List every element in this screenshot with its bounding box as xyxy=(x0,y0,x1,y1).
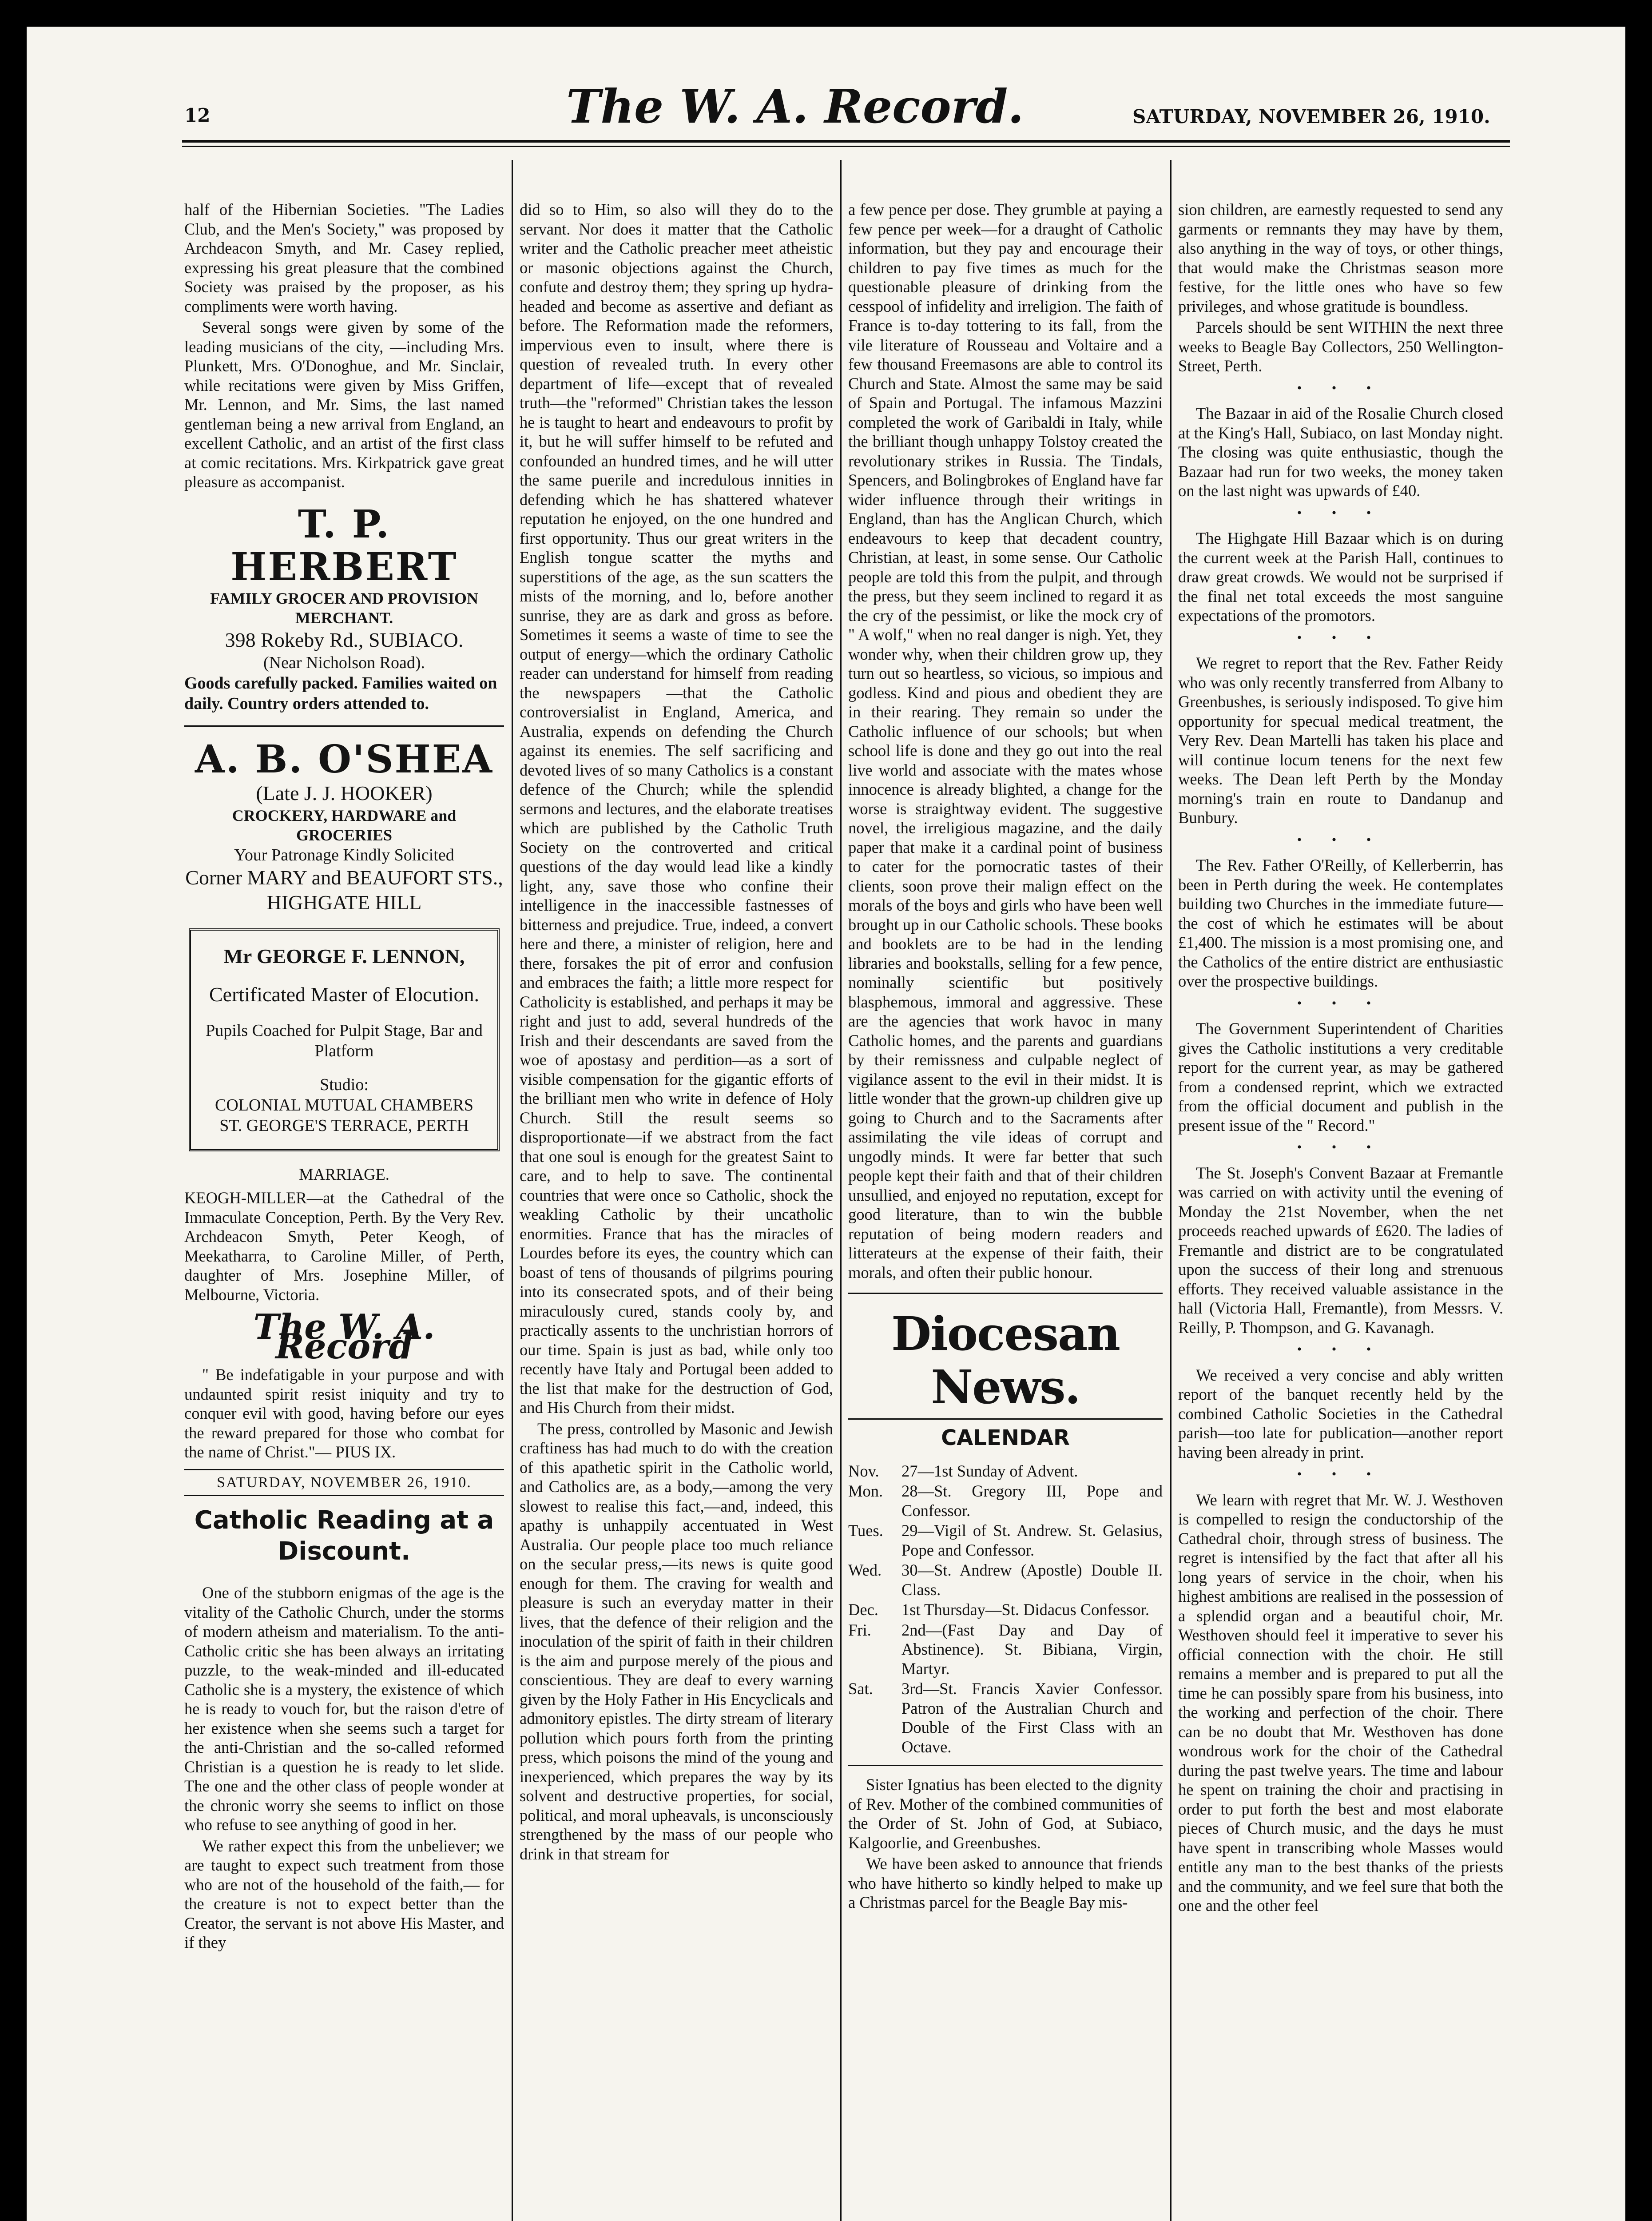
calendar-entry xyxy=(848,1560,1163,1599)
header-rule-thin xyxy=(182,146,1510,147)
calendar-entry xyxy=(848,1620,1163,1679)
article-text: Several songs were given by some of the leading musicians of the city, —including Mrs. Plunkett, Mrs. O'Donoghue, and Mr. Sinclair, while recitations were given by Miss Griffen, Mr. Lennon, and Mr. Sims, the last named gentleman being a new arrival from England, an excellent Catholic, and an artist of the first class at comic recitations. Mrs. Kirkpatrick gave great pleasure as accompanist. xyxy=(184,318,504,491)
calendar-day: Nov. xyxy=(848,1461,879,1480)
article-text: We have been asked to announce that friends who have hitherto so kindly helped to make up a Christmas parcel for the Beagle Bay mis- xyxy=(848,1855,1163,1911)
column-rule-2 xyxy=(840,160,842,2221)
header-rule xyxy=(182,140,1510,143)
ad-studio-label: Studio: xyxy=(320,1075,369,1094)
column-rule-1 xyxy=(512,160,513,2221)
article-text: a few pence per dose. They grumble at paying a few pence per week—for a draught of Catholic information, but they pay and encourage their children to pay five times as much for the questionable pleasure of drinking from the cesspool of infidelity and irreligion. The faith of France is to-day tottering to its fall, from the vile literature of Rousseau and Voltaire and a few thousand Freemasons are able to control its Church and State. Almost the same may be said of Spain and Portugal. The infamous Mazzini completed the work of Garibaldi in Italy, while the brilliant though unhappy Tolstoy created the revolutionary strikes in Russia. The Tindals, Spencers, and Bolingbrokes of England have far wider influence through their writings in England, than has the Anglican Church, which endeavours to keep that decadent country, Christian, at least, in some sense. Our Catholic people are told this from the pulpit, and through the press, but they seem inclined to regard it as the cry of the pessimist, or like the mock cry of " A wolf," when no real danger is nigh. Yet, they wonder why, when their children grow up, they turn out so heartless, so vicious, so impious and godless. Kind and pious and obedient they are in their rearing. They remain so under the Catholic influence of our schools; but when school life is done and they go out into the real live world and associate with the mates whose innocence is already blighted, a change for the worse is straightway evident. The suggestive novel, the irreligious magazine, and the daily paper that make it a cardinal point of business to cater for the pornocratic tastes of their clients, soon prove their malign effect on the morals of the boys and girls who have been well brought up in our Catholic schools. These books and booklets are to be had in the lending libraries and bookstalls, selling for a few pence, nominally scientific but positively blasphemous, immoral and aggressive. These are the agencies that work havoc in many Catholic homes, and the parents and guardians by their remissness and culpable neglect of vigilance assent to the evil in their midst. It is little wonder that the grown-up children give up going to Church and to the Sacraments after assimilating the vile ideas of corrupt and ungodly minds. It were far better that such people kept their faith and that of their children unsullied, and enjoyed no reputation, except for good literature, than to win the bubble reputation of being modern readers and litterateurs at the expense of their faith, their morals, and often their public honour. xyxy=(848,200,1163,1282)
ad-title: Certificated Master of Elocution. xyxy=(209,983,480,1006)
article-text: did so to Him, so also will they do to the servant. Nor does it matter that the Catholic writer and the Catholic preacher meet atheistic or masonic objections against the Church, confute and destroy them; they spring up hydra-headed and become as assertive and defiant as before. The Reformation made the reformers, impervious even to insult, where there is question of revealed truth. In every other department of life—except that of revealed truth—the "reformed" Christian takes the lesson he is taught to heart and endeavours to profit by it, but he will suffer himself to be refuted and confounded an hundred times, and he will utter the same puerile and incredulous innities in defending which he has shattered whatever reputation he enjoyed, on the one hundred and first opportunity. Thus our great writers in the English tongue scatter the myths and superstitions of the age, as the sun scatters the mists of the morning, and lo, before another sunrise, they are as dark and gross as before. Sometimes it seems a waste of time to see the output of energy—which the ordinary Catholic reader can understand for himself from reading the newspapers —that the Catholic controversialist in England, America, and Australia, expends on defending the Church against its enemies. The self sacrificing and devoted lives of so many Catholics is a constant defence of the Church; while the splendid sermons and lectures, and the elaborate treatises which are published by the Catholic Truth Society on the controverted and critical questions of the day would lead like a kindly light, any, save those who confine their intelligence in the inaccessible fastnesses of bitterness and prejudice. True, indeed, a convert here and there, a minister of religion, here and there, forsakes the pit of error and confusion and embraces the faith; a little more respect for Catholicity is established, and perhaps it may be right and just to add, several hundreds of the Irish and their descendants are saved from the woe of apostasy and perdition—as a sort of visible compensation for the gigantic efforts of the brilliant men who write in defence of Holy Church. Still the result seems so disproportionate—if we abstract from the fact that one soul is enough for the greatest Saint to care, and to help to save. The continental countries that were once so Catholic, shock the weakling Catholic by their uncatholic enormities. France that has the miracles of Lourdes before its eyes, the country which can boast of tens of thousands of pilgrims pouring into its consecrated spots, and of their being miraculously cured, stands cooly by, and practically assents to the unchristian horrors of our time. Spain is just as bad, while only too recently have Italy and Portugal been added to the list that make for the destruction of God, and His Church from their midst. xyxy=(520,200,833,1417)
item-separator: • • • xyxy=(1297,380,1385,395)
editorial-date: SATURDAY, NOVEMBER 26, 1910. xyxy=(184,1469,504,1497)
news-item: The St. Joseph's Convent Bazaar at Fremantle was carried on with activity until the evening of Monday the 21st November, when the net proceeds reached upwards of £620. The ladies of Fremantle and district are to be congratulated upon the success of their long and strenuous efforts. They received valuable assistance in the hall (Victoria Hall, Fremantle), from Messrs. V. Reilly, P. Thompson, and G. Kavanagh. xyxy=(1178,1163,1503,1337)
ad-trade: CROCKERY, HARDWARE and GROCERIES xyxy=(232,806,457,844)
item-separator: • • • xyxy=(1297,995,1385,1011)
ad-note: Your Patronage Kindly Solicited xyxy=(234,845,454,864)
article-text: Sister Ignatius has been elected to the dignity of Rev. Mother of the combined communities of the Order of St. John of God, at Subiaco, Kalgoorlie, and Greenbushes. xyxy=(848,1775,1163,1852)
column-rule-3 xyxy=(1170,160,1171,2221)
section-divider xyxy=(848,1418,1163,1420)
news-item: The Highgate Hill Bazaar which is on during the current week at the Parish Hall, continues to draw great crowds. We would not be surprised if the final net total exceeds the most sanguine expectations of the promotors. xyxy=(1178,529,1503,625)
section-title: Diocesan News. xyxy=(891,1306,1120,1414)
calendar-day: Tues. xyxy=(848,1521,883,1540)
calendar-text: 28—St. Gregory III, Pope and Confessor. xyxy=(901,1482,1163,1520)
marriage-heading: MARRIAGE. xyxy=(299,1165,389,1183)
article-text: One of the stubborn enigmas of the age is the vitality of the Catholic Church, under the storms of modern atheism and materialism. To the anti-Catholic critic she has been always an irritating puzzle, to the weak-minded and ill-educated Catholic she is a mystery, the existence of which he is ready to vouch for, but the raison d'etre of her existence when she seems such a target for the anti-Christian and the so-called reformed Christian is a question he is ready to let slide. The one and the other class of people wonder at the chronic worry she seems to inflict on those who refuse to see anything of good in her. xyxy=(184,1584,504,1834)
calendar-list xyxy=(848,1461,1163,1757)
news-item: sion children, are earnestly requested to send any garments or remnants they may have by them, also anything in the way of toys, or other things, that would make the Christmas season more festive, for the little ones who have so few privileges, and whose gratitude is boundless. xyxy=(1178,200,1503,315)
ad-body: Pupils Coached for Pulpit Stage, Bar and Platform xyxy=(206,1021,483,1060)
ad-body: Goods carefully packed. Families waited on daily. Country orders attended to. xyxy=(184,673,497,713)
ad-address: 398 Rokeby Rd., SUBIACO. xyxy=(225,628,464,651)
article-text: The press, controlled by Masonic and Jewish craftiness has had much to do with the creation of this apathetic spirit in the Catholic world, and Catholics are, as a body,—among the very slowest to realise this fact,—and, indeed, this apathy is unhappily accentuated in West Australia. Our people place too much reliance on the secular press,—its news is quite good enough for them. The craving for wealth and pleasure is such an everyday matter in their lives, that the defence of their religion and the inoculation of the spirit of faith in their children is the aim and purpose merely of the pious and conscientious. They are deaf to every warning given by the Holy Father in His Encyclicals and admonitory epistles. The dirty stream of literary pollution which pours forth from the printing press, which poisons the mind of the young and inexperienced, which prepares the way by its solvent and destructive properties, for social, political, and moral upheavals, is unconsciously strengthened by the mass of our people who drink in that stream for xyxy=(520,1419,833,1863)
ad-address: Corner MARY and BEAUFORT STS., HIGHGATE HILL xyxy=(185,866,503,914)
item-separator: • • • xyxy=(1297,1342,1385,1357)
article-text: We rather expect this from the unbeliever; we are taught to expect such treatment from those who are not of the household of the faith,— for the creature is not to expect better than the Creator, the servant is not above His Master, and if they xyxy=(184,1836,504,1951)
news-item: The Government Superintendent of Charities gives the Catholic institutions a very creditable report for the current year, as may be gathered from a condensed reprint, which we extracted from the official document and publish in the present issue of the " Record." xyxy=(1178,1019,1503,1134)
marriage-notice: KEOGH-MILLER—at the Cathedral of the Immaculate Conception, Perth. By the Very Rev. Archdeacon Smyth, Peter Keogh, of Meekatharra, to Caroline Miller, of Perth, daughter of Mrs. Josephine Miller, of Melbourne, Victoria. xyxy=(184,1189,504,1304)
motto-quote: " Be indefatigable in your purpose and with undaunted spirit resist iniquity and try to conquer evil with good, having before our eyes the reward prepared for those who combat for the name of Christ."— PIUS IX. xyxy=(184,1365,504,1461)
page-sheet xyxy=(27,27,1625,2221)
calendar-day: Mon. xyxy=(848,1482,883,1500)
calendar-text: 27—1st Sunday of Advent. xyxy=(901,1461,1078,1480)
calendar-day: Wed. xyxy=(848,1561,882,1579)
calendar-text: 1st Thursday—St. Didacus Confessor. xyxy=(901,1600,1149,1619)
calendar-entry xyxy=(848,1481,1163,1520)
calendar-entry xyxy=(848,1461,1163,1481)
article-text: half of the Hibernian Societies. "The Ladies Club, and the Men's Society," was proposed by Archdeacon Smyth, and Mr. Casey replied, expressing his great pleasure that the combined Society was praised by the proposer, as his compliments were worth having. xyxy=(184,200,504,315)
ad-note: (Near Nicholson Road). xyxy=(263,653,425,672)
ad-trade: FAMILY GROCER AND PROVISION MERCHANT. xyxy=(210,589,478,627)
section-divider xyxy=(848,1293,1163,1294)
ad-name: T. P. HERBERT xyxy=(230,502,458,589)
column-3 xyxy=(848,200,1163,2221)
news-item: We regret to report that the Rev. Father Reidy who was only recently transferred from Albany to Greenbushes, is seriously indisposed. To give him opportunity for specual medical treatment, the Very Rev. Dean Martelli has taken his place and will continue locum tenens for the next few weeks. The Dean left Perth by the Monday morning's train en route to Dandanup and Bunbury. xyxy=(1178,654,1503,827)
ad-name: Mr GEORGE F. LENNON, xyxy=(223,944,465,967)
advertisement-oshea xyxy=(184,738,504,915)
ad-divider xyxy=(184,725,504,727)
page-number: 12 xyxy=(184,104,210,126)
item-separator: • • • xyxy=(1297,505,1385,520)
article-headline: Catholic Reading at a Discount. xyxy=(194,1506,494,1566)
item-separator: • • • xyxy=(1297,1467,1385,1481)
news-item: The Bazaar in aid of the Rosalie Church closed at the King's Hall, Subiaco, on last Monday night. The closing was quite enthusiastic, though the Bazaar had run for two weeks, the money taken on the last night was upwards of £40. xyxy=(1178,404,1503,500)
item-separator: • • • xyxy=(1297,630,1385,645)
ad-studio: COLONIAL MUTUAL CHAMBERS ST. GEORGE'S TERRACE, PERTH xyxy=(215,1095,473,1135)
ad-formerly: (Late J. J. HOOKER) xyxy=(256,781,433,804)
calendar-heading: CALENDAR xyxy=(941,1425,1070,1450)
calendar-text: 2nd—(Fast Day and Day of Abstinence). St. Bibiana, Virgin, Martyr. xyxy=(901,1620,1163,1678)
masthead: The W. A. Record. xyxy=(566,79,1024,134)
column-2 xyxy=(520,200,833,2221)
calendar-entry xyxy=(848,1679,1163,1756)
news-item: We received a very concise and ably written report of the banquet recently held by the combined Catholic Societies in the Cathedral parish—too late for publication—another report having been already in print. xyxy=(1178,1365,1503,1461)
ad-name: A. B. O'SHEA xyxy=(195,736,494,782)
item-separator: • • • xyxy=(1297,832,1385,847)
calendar-text: 29—Vigil of St. Andrew. St. Gelasius, Pope and Confessor. xyxy=(901,1521,1163,1559)
issue-date: SATURDAY, NOVEMBER 26, 1910. xyxy=(1132,106,1490,127)
calendar-entry xyxy=(848,1600,1163,1620)
calendar-day: Sat. xyxy=(848,1680,873,1698)
news-item: We learn with regret that Mr. W. J. Westhoven is compelled to resign the conductorship of the Cathedral choir, through stress of business. The regret is intensified by the fact that after all his long years of service in the choir, when his highest ambitions are realised in the possession of a splendid organ and a beautiful choir, Mr. Westhoven should feel it imperative to sever his official connection with the choir. He still remains a member and is prepared to put all the time he can possibly spare from his business, into the working and perfection of the choir. There can be no doubt that Mr. Westhoven has done wondrous work for the choir of the Cathedral during the past twelve years. The time and labour he spent on training the choir and practising in order to put forth the best and most elaborate pieces of Church music, and the days he must have spent in transcribing whole Masses would entitle any man to the best thanks of the priests and the community, and we feel sure that both the one and the other feel xyxy=(1178,1490,1503,1915)
calendar-day: Dec. xyxy=(848,1600,878,1619)
news-item: Parcels should be sent WITHIN the next three weeks to Beagle Bay Collectors, 250 Wellington-Street, Perth. xyxy=(1178,318,1503,375)
section-divider xyxy=(848,1765,1163,1766)
calendar-text: 3rd—St. Francis Xavier Confessor. Patron of the Australian Church and Double of the First Class with an Octave. xyxy=(901,1680,1163,1756)
advertisement-lennon xyxy=(189,928,500,1151)
calendar-entry xyxy=(848,1521,1163,1560)
calendar-text: 30—St. Andrew (Apostle) Double II. Class. xyxy=(901,1561,1163,1599)
advertisement-herbert xyxy=(184,503,504,714)
masthead-small: The W. A. Record xyxy=(253,1307,435,1367)
news-item: The Rev. Father O'Reilly, of Kellerberrin, has been in Perth during the week. He contemplates building two Churches in the immediate future—the cost of which he estimates will be about £1,400. The mission is a most promising one, and the Catholics of the entire district are enthusiastic over the prospective buildings. xyxy=(1178,856,1503,990)
column-4 xyxy=(1178,200,1503,2221)
item-separator: • • • xyxy=(1297,1140,1385,1154)
column-1 xyxy=(184,200,504,2221)
calendar-day: Fri. xyxy=(848,1620,871,1639)
